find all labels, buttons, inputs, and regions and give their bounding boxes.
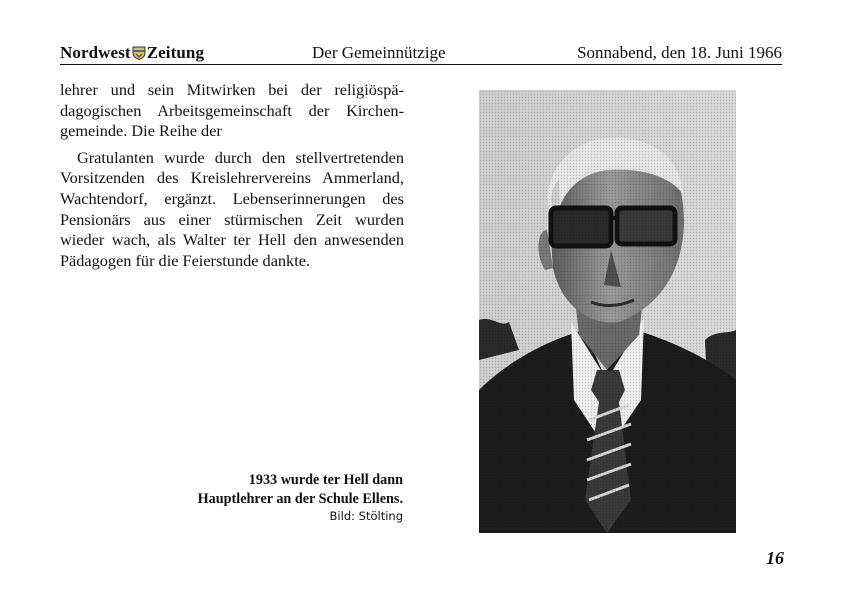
portrait-photo — [479, 90, 736, 533]
article-paragraph: Gratulanten wurde durch den stellvertretenden Vorsitzenden des Kreislehrervereins Ammerland, Wachtendorf, ergänzt. Lebenserinnerungen des Pensionärs aus einer stürmischen Zeit wurden wieder wach, als Walter ter Hell den anwesenden Pädagogen für die Feierstunde dankte. — [60, 147, 404, 270]
article-paragraph: lehrer und sein Mitwirken bei der religiöspädagogischen Arbeitsgemeinschaft der Kirchengemeinde. Die Reihe der — [60, 80, 404, 141]
masthead-part-nordwest: Nordwest — [60, 43, 131, 62]
photo-credit: Bild: Stölting — [329, 509, 403, 523]
newspaper-masthead — [60, 42, 204, 64]
caption-line: 1933 wurde ter Hell dann — [248, 472, 403, 488]
issue-date: Sonnabend, den 18. Juni 1966 — [577, 43, 782, 62]
caption-line: Hauptlehrer an der Schule Ellens. — [197, 491, 403, 507]
coat-of-arms-icon — [132, 46, 146, 60]
page-number: 16 — [766, 548, 784, 568]
masthead-part-zeitung: Zeitung — [146, 43, 205, 62]
page-header — [60, 42, 782, 65]
section-title: Der Gemeinnützige — [312, 43, 446, 62]
article-body — [60, 80, 404, 271]
photo-caption — [120, 471, 403, 524]
